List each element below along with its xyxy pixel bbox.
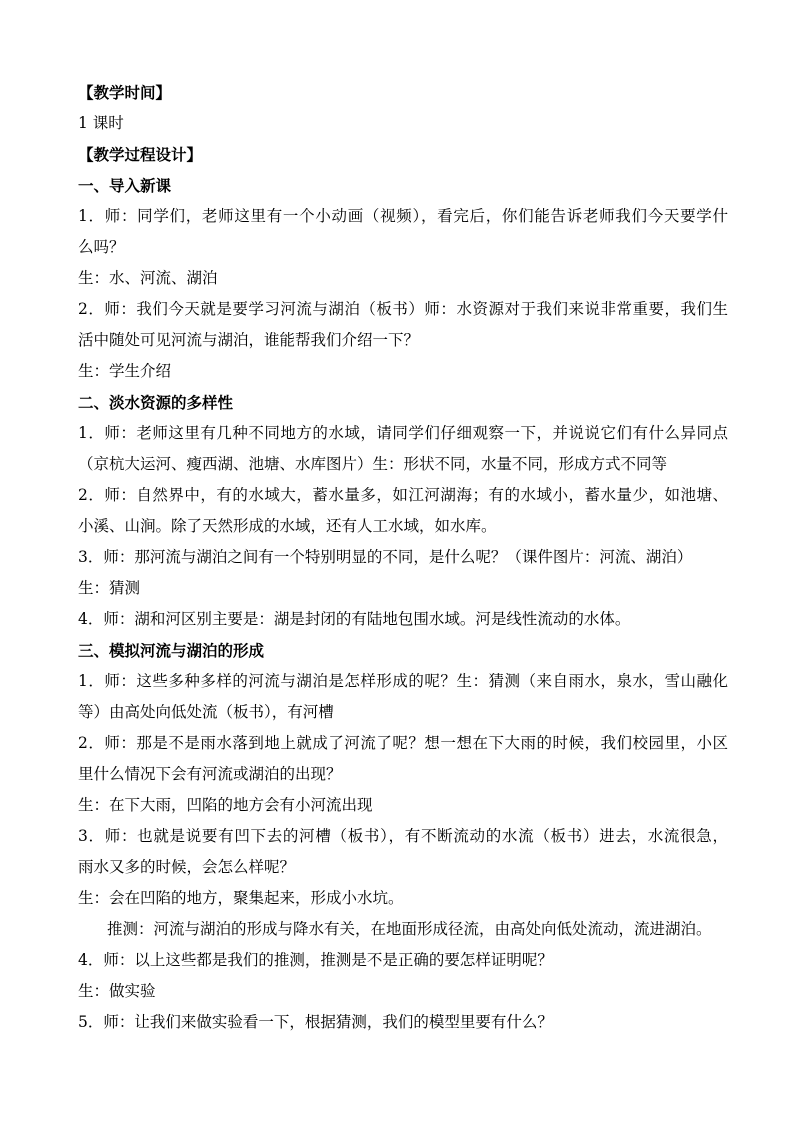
paragraph-line-indented: 推测：河流与湖泊的形成与降水有关，在地面形成径流，由高处向低处流动，流进湖泊。 bbox=[107, 920, 712, 938]
section-heading-3: 三、模拟河流与湖泊的形成 bbox=[78, 641, 265, 660]
paragraph-line: 1．师：这些多种多样的河流与湖泊是怎样形成的呢？生：猜测（来自雨水，泉水，雪山融化 bbox=[78, 672, 728, 690]
paragraph-line: 里什么情况下会有河流或湖泊的出现？ bbox=[78, 765, 342, 783]
paragraph-line: （京杭大运河、瘦西湖、池塘、水库图片）生：形状不同，水量不同，形成方式不同等 bbox=[78, 455, 668, 473]
paragraph-line: 1．师：同学们，老师这里有一个小动画（视频），看完后，你们能告诉老师我们今天要学什 bbox=[78, 207, 728, 225]
paragraph-line: 2．师：那是不是雨水落到地上就成了河流了呢？想一想在下大雨的时候，我们校园里，小区 bbox=[78, 734, 728, 752]
heading-teaching-time: 【教学时间】 bbox=[78, 83, 172, 102]
paragraph-line: 活中随处可见河流与湖泊，谁能帮我们介绍一下？ bbox=[78, 331, 420, 349]
paragraph-line: 么吗？ bbox=[78, 238, 125, 256]
paragraph-line: 2．师：我们今天就是要学习河流与湖泊（板书）师：水资源对于我们来说非常重要，我们生 bbox=[78, 300, 728, 318]
heading-teaching-process: 【教学过程设计】 bbox=[78, 145, 203, 164]
paragraph-line: 生：猜测 bbox=[78, 579, 141, 597]
paragraph-line: 3．师：那河流与湖泊之间有一个特别明显的不同，是什么呢？（课件图片：河流、湖泊） bbox=[78, 548, 693, 566]
section-heading-1: 一、导入新课 bbox=[78, 176, 172, 195]
paragraph-line: 等）由高处向低处流（板书），有河槽 bbox=[78, 703, 334, 721]
paragraph-line: 生：学生介绍 bbox=[78, 362, 172, 380]
paragraph-line: 小溪、山涧。除了天然形成的水域，还有人工水域，如水库。 bbox=[78, 517, 497, 535]
paragraph-line: 生：水、河流、湖泊 bbox=[78, 269, 218, 287]
paragraph-line: 生：在下大雨，凹陷的地方会有小河流出现 bbox=[78, 796, 373, 814]
section-heading-2: 二、淡水资源的多样性 bbox=[78, 393, 234, 412]
paragraph-line: 雨水又多的时候，会怎么样呢？ bbox=[78, 858, 296, 876]
paragraph-line: 5．师：让我们来做实验看一下，根据猜测，我们的模型里要有什么？ bbox=[78, 1013, 553, 1031]
paragraph-line: 2．师：自然界中，有的水域大，蓄水量多，如江河湖海；有的水域小，蓄水量少，如池塘、 bbox=[78, 486, 728, 504]
paragraph-line: 1．师：老师这里有几种不同地方的水域，请同学们仔细观察一下，并说说它们有什么异同点 bbox=[78, 424, 728, 442]
document-body bbox=[78, 77, 728, 1038]
paragraph-line: 4．师：湖和河区别主要是：湖是封闭的有陆地包围水域。河是线性流动的水体。 bbox=[78, 610, 631, 628]
paragraph-line: 4．师：以上这些都是我们的推测，推测是不是正确的要怎样证明呢？ bbox=[78, 951, 553, 969]
paragraph-line: 3．师：也就是说要有凹下去的河槽（板书），有不断流动的水流（板书）进去，水流很急， bbox=[78, 827, 728, 845]
paragraph-line: 生：做实验 bbox=[78, 982, 156, 1000]
paragraph-line: 1 课时 bbox=[78, 114, 124, 132]
paragraph-line: 生：会在凹陷的地方，聚集起来，形成小水坑。 bbox=[78, 889, 404, 907]
